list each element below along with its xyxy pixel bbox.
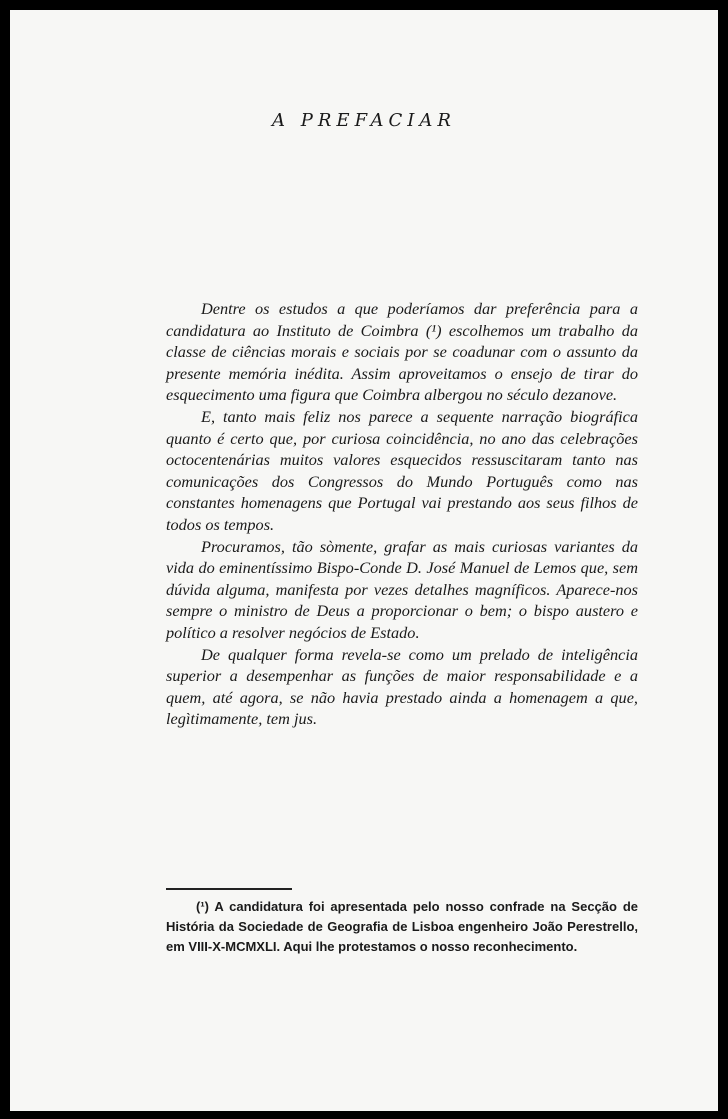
paragraph-3: Procuramos, tão sòmente, grafar as mais curiosas variantes da vida do eminentíssimo Bispo-Conde D. José Manuel de Lemos que, sem dúvida alguma, manifesta por vezes detalhes magníficos. Aparece-nos sempre o ministro de Deus a proporcionar o bem; o bispo austero e político a resolver negócios de Estado. — [166, 536, 638, 642]
page-title: A PREFACIAR — [272, 110, 456, 131]
document-page — [10, 10, 718, 1111]
footnote: (¹) A candidatura foi apresentada pelo nosso confrade na Secção de História da Sociedade de Geografia de Lisboa engenheiro João Perestrello, em VIII-X-MCMXLI. Aqui lhe protestamos o nosso reconhecimento. — [166, 899, 638, 954]
footnote-divider — [166, 888, 292, 890]
preface-body — [166, 298, 638, 730]
paragraph-2: E, tanto mais feliz nos parece a sequente narração biográfica quanto é certo que, por curiosa coincidência, no ano das celebrações octocentenárias muitos valores esquecidos ressuscitaram tanto nas comunicações dos Congressos do Mundo Português como nas constantes homenagens que Portugal vai prestando aos seus filhos de todos os tempos. — [166, 406, 638, 534]
paragraph-4: De qualquer forma revela-se como um prelado de inteligência superior a desempenhar as funções de maior responsabilidade e a quem, até agora, se não havia prestado ainda a homenagem a que, legìtimamente, tem jus. — [166, 644, 638, 729]
paragraph-1: Dentre os estudos a que poderíamos dar preferência para a candidatura ao Instituto de Coimbra (¹) escolhemos um trabalho da classe de ciências morais e sociais por se coadunar com o assunto da presente memória inédita. Assim aproveitamos o ensejo de tirar do esquecimento uma figura que Coimbra albergou no século dezanove. — [166, 299, 638, 405]
